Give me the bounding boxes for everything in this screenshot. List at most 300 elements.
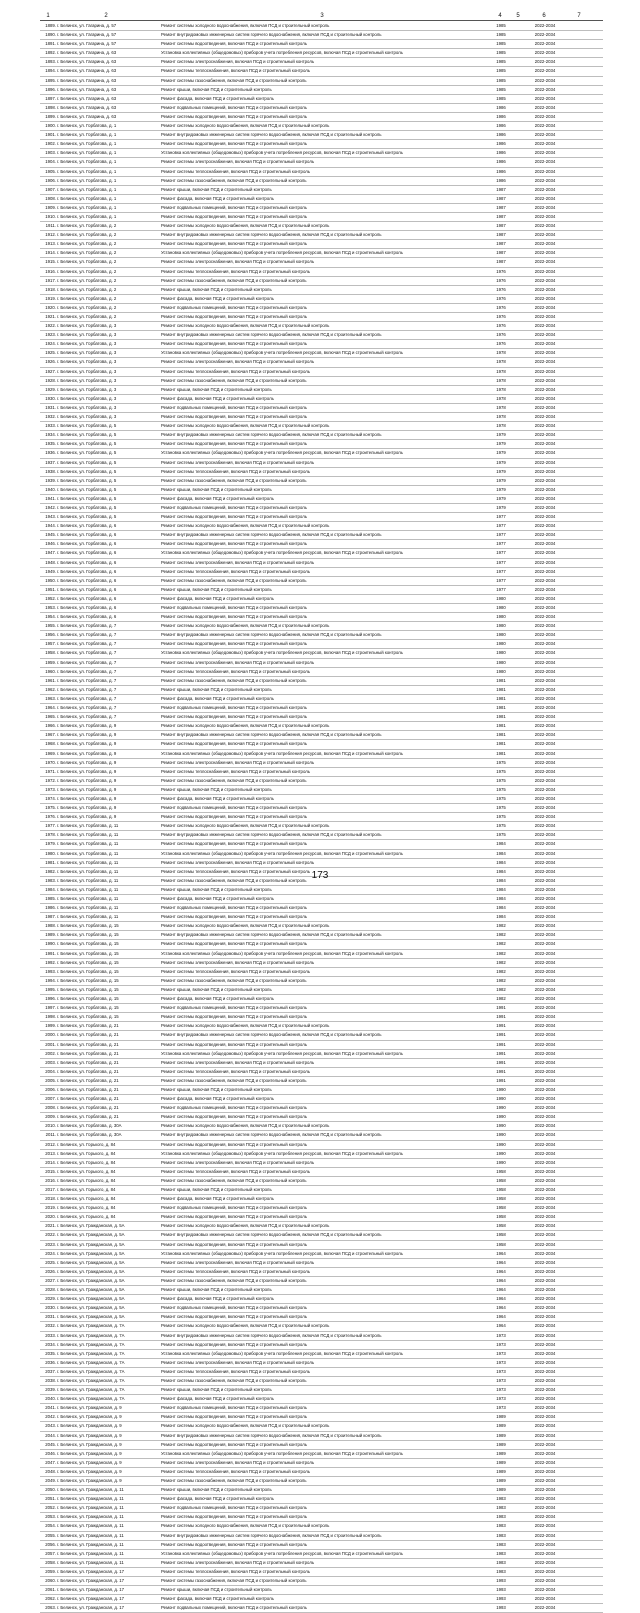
row-period: 2022-2034 — [534, 896, 556, 901]
row-col5 — [513, 1495, 525, 1503]
row-address: г. Белинск, ул. Горбатова, д. 7 — [57, 641, 117, 647]
row-work-type: Ремонт системы теплоснабжения, включая ПСД и строительный контроль — [161, 268, 310, 274]
row-address: г. Белинск, ул. Горбатова, д. 2 — [57, 304, 117, 310]
row-period: 2022-2034 — [534, 68, 556, 74]
row-work-type: Ремонт системы теплоснабжения, включая ПСД и строительный контроль — [161, 1068, 310, 1074]
row-address: г. Белинск, ул. Гражданская, д. 9 — [57, 1432, 122, 1438]
row-address: г. Белинск, ул. Горбатова, д. 6 — [57, 550, 117, 556]
row-period: 2022-2034 — [534, 1196, 556, 1202]
row-col7 — [565, 713, 595, 721]
row-address: г. Белинск, ул. Гражданская, д. 11 — [57, 1532, 124, 1538]
row-number: 2040. — [45, 1396, 56, 1402]
row-address: г. Белинск, ул. Горбатова, д. 5 — [57, 486, 117, 492]
row-col5 — [513, 1386, 525, 1394]
row-col5 — [513, 568, 525, 576]
table-row — [40, 1177, 603, 1186]
row-col7 — [565, 1495, 595, 1503]
table-row — [40, 1432, 603, 1441]
row-address: г. Белинск, ул. Горбатова, д. 9 — [57, 723, 117, 729]
row-address: г. Белинск, ул. Гражданская, д. 9 — [57, 1414, 122, 1420]
row-number: 1924. — [45, 341, 56, 347]
table-row — [40, 850, 603, 859]
row-col5 — [513, 977, 525, 985]
row-period: 2022-2034 — [534, 614, 556, 620]
row-col5 — [513, 577, 525, 585]
row-year: 1984 — [496, 886, 506, 892]
row-number: 2043. — [45, 1423, 56, 1429]
row-number: 1999. — [45, 1023, 56, 1029]
row-number: 1930. — [45, 395, 56, 401]
row-year: 1984 — [496, 877, 506, 883]
row-col7 — [565, 40, 595, 48]
row-address: г. Белинск, ул. Горбатова, д. 15 — [57, 1005, 119, 1011]
row-number: 2037. — [45, 1368, 56, 1374]
row-address: г. Белинск, ул. Горбатова, д. 3 — [57, 341, 117, 347]
row-col7 — [565, 1604, 595, 1612]
row-number: 1990. — [45, 941, 56, 947]
row-work-type: Установка коллективных (общедомовых) приборов учета потребления ресурсов, включая ПСД и строительный контроль — [161, 1250, 403, 1256]
table-row — [40, 67, 603, 76]
row-address: г. Белинск, ул. Горбатова, д. 15 — [57, 977, 119, 983]
table-row — [40, 186, 603, 195]
row-col7 — [565, 486, 595, 494]
table-row — [40, 1468, 603, 1477]
table-row — [40, 258, 603, 267]
row-period: 2022-2034 — [534, 686, 556, 692]
header-col-1: 1 — [46, 13, 50, 19]
row-col7 — [565, 231, 595, 239]
row-number: 1906. — [45, 177, 56, 183]
row-work-type: Ремонт системы холодного водоснабжения, включая ПСД и строительный контроль — [161, 223, 330, 229]
table-row — [40, 222, 603, 231]
row-year: 1985 — [496, 68, 506, 74]
row-year: 1976 — [496, 277, 506, 283]
row-work-type: Ремонт системы водоотведения, включая ПСД и строительный контроль — [161, 1041, 307, 1047]
row-work-type: Установка коллективных (общедомовых) приборов учета потребления ресурсов, включая ПСД и строительный контроль — [161, 1450, 403, 1456]
row-col7 — [565, 468, 595, 476]
row-number: 2062. — [45, 1596, 56, 1602]
table-row — [40, 486, 603, 495]
row-period: 2022-2034 — [534, 104, 556, 110]
row-period: 2022-2034 — [534, 1305, 556, 1311]
row-work-type: Ремонт внутридомовых инженерных систем горячего водоснабжения, включая ПСД и строительный контроль — [161, 532, 382, 538]
row-number: 1933. — [45, 423, 56, 429]
row-col5 — [513, 1195, 525, 1203]
row-year: 1990 — [496, 1096, 506, 1102]
row-address: г. Белинск, ул. Горбатова, д. 11 — [57, 859, 119, 865]
row-col7 — [565, 168, 595, 176]
table-row — [40, 513, 603, 522]
row-period: 2022-2034 — [534, 695, 556, 701]
row-year: 1984 — [496, 859, 506, 865]
row-address: г. Белинск, ул. Горбатова, д. 15 — [57, 986, 119, 992]
row-work-type: Ремонт внутридомовых инженерных систем горячего водоснабжения, включая ПСД и строительный контроль — [161, 1332, 382, 1338]
row-col7 — [565, 586, 595, 594]
row-work-type: Ремонт системы газоснабжения, включая ПСД и строительный контроль — [161, 977, 307, 983]
row-year: 1958 — [496, 1214, 506, 1220]
table-row — [40, 1131, 603, 1140]
row-col7 — [565, 1222, 595, 1230]
row-period: 2022-2034 — [534, 168, 556, 174]
row-work-type: Ремонт подвальных помещений, включая ПСД и строительный контроль — [161, 304, 307, 310]
row-work-type: Ремонт системы теплоснабжения, включая ПСД и строительный контроль — [161, 868, 310, 874]
table-row — [40, 340, 603, 349]
row-col7 — [565, 768, 595, 776]
row-number: 2016. — [45, 1177, 56, 1183]
row-work-type: Ремонт подвальных помещений, включая ПСД и строительный контроль — [161, 905, 307, 911]
row-number: 2029. — [45, 1296, 56, 1302]
row-year: 1958 — [496, 1168, 506, 1174]
row-period: 2022-2034 — [534, 996, 556, 1002]
row-period: 2022-2034 — [534, 1287, 556, 1293]
table-row — [40, 1159, 603, 1168]
row-col7 — [565, 613, 595, 621]
row-work-type: Ремонт системы электроснабжения, включая ПСД и строительный контроль — [161, 1059, 315, 1065]
row-address: г. Белинск, ул. Горбатова, д. 21 — [57, 1105, 119, 1111]
row-number: 1970. — [45, 759, 56, 765]
row-year: 1973 — [496, 1387, 506, 1393]
row-year: 1991 — [496, 1014, 506, 1020]
row-address: г. Белинск, ул. Горбатова, д. 1 — [57, 204, 117, 210]
row-year: 1990 — [496, 1086, 506, 1092]
row-col7 — [565, 813, 595, 821]
row-col7 — [565, 649, 595, 657]
row-number: 2034. — [45, 1341, 56, 1347]
row-period: 2022-2034 — [534, 159, 556, 165]
row-period: 2022-2034 — [534, 841, 556, 847]
row-col5 — [513, 277, 525, 285]
row-number: 1988. — [45, 923, 56, 929]
row-address: г. Белинск, ул. Гражданская, д. 7А — [57, 1368, 125, 1374]
row-col7 — [565, 240, 595, 248]
row-work-type: Ремонт системы электроснабжения, включая ПСД и строительный контроль — [161, 1259, 315, 1265]
row-col7 — [565, 895, 595, 903]
row-period: 2022-2034 — [534, 504, 556, 510]
row-year: 1981 — [496, 677, 506, 683]
row-col7 — [565, 659, 595, 667]
row-work-type: Ремонт системы холодного водоснабжения, включая ПСД и строительный контроль — [161, 623, 330, 629]
row-col5 — [513, 513, 525, 521]
row-col5 — [513, 668, 525, 676]
table-row — [40, 959, 603, 968]
row-work-type: Ремонт системы электроснабжения, включая ПСД и строительный контроль — [161, 859, 315, 865]
row-col7 — [565, 58, 595, 66]
row-year: 1981 — [496, 705, 506, 711]
row-col7 — [565, 1250, 595, 1258]
row-address: г. Белинск, ул. Гражданская, д. 9 — [57, 1468, 122, 1474]
table-row — [40, 95, 603, 104]
table-row — [40, 1013, 603, 1022]
table-row — [40, 1113, 603, 1122]
row-period: 2022-2034 — [534, 750, 556, 756]
row-address: г. Белинск, ул. Горбатова, д. 11 — [57, 914, 119, 920]
row-year: 1964 — [496, 1250, 506, 1256]
row-number: 2009. — [45, 1114, 56, 1120]
row-period: 2022-2034 — [534, 341, 556, 347]
table-row — [40, 1031, 603, 1040]
table-row — [40, 622, 603, 631]
row-col7 — [565, 149, 595, 157]
row-col7 — [565, 950, 595, 958]
row-col5 — [513, 540, 525, 548]
row-period: 2022-2034 — [534, 959, 556, 965]
row-address: г. Белинск, ул. Горбатова, д. 3 — [57, 350, 117, 356]
table-row — [40, 1041, 603, 1050]
row-work-type: Ремонт системы теплоснабжения, включая ПСД и строительный контроль — [161, 68, 310, 74]
row-address: г. Белинск, ул. Горбатова, д. 3 — [57, 404, 117, 410]
row-col7 — [565, 195, 595, 203]
row-col5 — [513, 1513, 525, 1521]
row-col5 — [513, 431, 525, 439]
row-number: 2007. — [45, 1096, 56, 1102]
row-address: г. Белинск, ул. Горбатова, д. 2 — [57, 286, 117, 292]
row-work-type: Ремонт системы водоотведения, включая ПСД и строительный контроль — [161, 1241, 307, 1247]
table-row — [40, 1095, 603, 1104]
row-col5 — [513, 1104, 525, 1112]
row-number: 1909. — [45, 204, 56, 210]
row-period: 2022-2034 — [534, 495, 556, 501]
row-number: 1971. — [45, 768, 56, 774]
row-number: 1948. — [45, 559, 56, 565]
table-row — [40, 813, 603, 822]
row-col7 — [565, 549, 595, 557]
row-col5 — [513, 1004, 525, 1012]
row-col5 — [513, 1568, 525, 1576]
table-row — [40, 1395, 603, 1404]
row-period: 2022-2034 — [534, 1059, 556, 1065]
row-work-type: Ремонт системы газоснабжения, включая ПСД и строительный контроль — [161, 377, 307, 383]
row-col7 — [565, 750, 595, 758]
row-year: 1980 — [496, 641, 506, 647]
row-col5 — [513, 1468, 525, 1476]
row-number: 1890. — [45, 32, 56, 38]
row-col5 — [513, 495, 525, 503]
row-address: г. Белинск, ул. Гражданская, д. 11 — [57, 1550, 124, 1556]
table-row — [40, 968, 603, 977]
row-period: 2022-2034 — [534, 859, 556, 865]
table-row — [40, 131, 603, 140]
row-number: 1942. — [45, 504, 56, 510]
row-col5 — [513, 1595, 525, 1603]
row-work-type: Ремонт системы теплоснабжения, включая ПСД и строительный контроль — [161, 1168, 310, 1174]
row-period: 2022-2034 — [534, 1432, 556, 1438]
row-period: 2022-2034 — [534, 1114, 556, 1120]
row-number: 1977. — [45, 823, 56, 829]
row-col7 — [565, 1459, 595, 1467]
row-address: г. Белинск, ул. Горбатова, д. 21 — [57, 1023, 119, 1029]
row-number: 2047. — [45, 1459, 56, 1465]
row-work-type: Установка коллективных (общедомовых) приборов учета потребления ресурсов, включая ПСД и строительный контроль — [161, 550, 403, 556]
table-row — [40, 595, 603, 604]
row-col7 — [565, 1077, 595, 1085]
row-address: г. Белинск, ул. Горбатова, д. 3 — [57, 395, 117, 401]
row-col5 — [513, 22, 525, 30]
table-row — [40, 431, 603, 440]
row-period: 2022-2034 — [534, 95, 556, 101]
row-number: 1927. — [45, 368, 56, 374]
row-work-type: Ремонт подвальных помещений, включая ПСД и строительный контроль — [161, 1305, 307, 1311]
row-period: 2022-2034 — [534, 668, 556, 674]
row-number: 2002. — [45, 1050, 56, 1056]
row-period: 2022-2034 — [534, 1368, 556, 1374]
row-col7 — [565, 795, 595, 803]
row-col7 — [565, 349, 595, 357]
row-work-type: Ремонт системы теплоснабжения, включая ПСД и строительный контроль — [161, 468, 310, 474]
table-row — [40, 704, 603, 713]
row-period: 2022-2034 — [534, 1205, 556, 1211]
row-year: 1978 — [496, 423, 506, 429]
row-col5 — [513, 40, 525, 48]
row-col7 — [565, 77, 595, 85]
row-address: г. Белинск, ул. Горького, д. 84 — [57, 1187, 116, 1192]
row-number: 1907. — [45, 186, 56, 192]
row-year: 1982 — [496, 941, 506, 947]
row-year: 1986 — [496, 177, 506, 183]
row-col5 — [513, 1077, 525, 1085]
row-number: 1979. — [45, 841, 56, 847]
row-year: 1973 — [496, 1332, 506, 1338]
row-col5 — [513, 1059, 525, 1067]
row-col5 — [513, 1213, 525, 1221]
row-period: 2022-2034 — [534, 777, 556, 783]
row-period: 2022-2034 — [534, 1086, 556, 1092]
row-col7 — [565, 258, 595, 266]
table-row — [40, 140, 603, 149]
row-number: 1891. — [45, 41, 56, 47]
row-number: 1998. — [45, 1014, 56, 1020]
row-number: 1936. — [45, 450, 56, 456]
row-year: 1986 — [496, 150, 506, 156]
row-col5 — [513, 486, 525, 494]
row-number: 1945. — [45, 532, 56, 538]
row-number: 1916. — [45, 268, 56, 274]
table-row — [40, 768, 603, 777]
row-work-type: Ремонт системы газоснабжения, включая ПСД и строительный контроль — [161, 1077, 307, 1083]
row-col5 — [513, 49, 525, 57]
table-row — [40, 1277, 603, 1286]
row-number: 1901. — [45, 132, 56, 138]
row-work-type: Ремонт системы водоотведения, включая ПСД и строительный контроль — [161, 1541, 307, 1547]
row-number: 2028. — [45, 1287, 56, 1293]
row-work-type: Установка коллективных (общедомовых) приборов учета потребления ресурсов, включая ПСД и строительный контроль — [161, 950, 403, 956]
row-year: 1989 — [496, 1414, 506, 1420]
table-row — [40, 477, 603, 486]
row-number: 2038. — [45, 1377, 56, 1383]
row-work-type: Ремонт фасада, включая ПСД и строительный контроль — [161, 1296, 274, 1302]
row-col5 — [513, 104, 525, 112]
row-col5 — [513, 1504, 525, 1512]
row-work-type: Ремонт фасада, включая ПСД и строительный контроль — [161, 95, 274, 101]
row-year: 1985 — [496, 41, 506, 47]
row-work-type: Установка коллективных (общедомовых) приборов учета потребления ресурсов, включая ПСД и строительный контроль — [161, 1050, 403, 1056]
row-period: 2022-2034 — [534, 1396, 556, 1402]
row-period: 2022-2034 — [534, 123, 556, 129]
row-address: г. Белинск, ул. Гражданская, д. 9 — [57, 1450, 122, 1456]
row-period: 2022-2034 — [534, 1296, 556, 1302]
row-work-type: Установка коллективных (общедомовых) приборов учета потребления ресурсов, включая ПСД и строительный контроль — [161, 650, 403, 656]
row-period: 2022-2034 — [534, 514, 556, 520]
row-period: 2022-2034 — [534, 886, 556, 892]
row-col5 — [513, 549, 525, 557]
row-col7 — [565, 140, 595, 148]
row-work-type: Ремонт системы электроснабжения, включая ПСД и строительный контроль — [161, 1559, 315, 1565]
row-address: г. Белинск, ул. Горбатова, д. 1 — [57, 159, 117, 165]
row-work-type: Установка коллективных (общедомовых) приборов учета потребления ресурсов, включая ПСД и строительный контроль — [161, 1550, 403, 1556]
row-year: 1979 — [496, 450, 506, 456]
row-number: 2020. — [45, 1214, 56, 1220]
row-number: 1946. — [45, 541, 56, 547]
row-address: г. Белинск, ул. Горбатова, д. 21 — [57, 1059, 119, 1065]
row-year: 1990 — [496, 1141, 506, 1147]
table-row — [40, 604, 603, 613]
row-address: г. Белинск, ул. Горбатова, д. 6 — [57, 568, 117, 574]
row-number: 2041. — [45, 1405, 56, 1411]
row-year: 1986 — [496, 123, 506, 129]
row-period: 2022-2034 — [534, 814, 556, 820]
row-address: г. Белинск, ул. Горбатова, д. 21 — [57, 1077, 119, 1083]
row-year: 1973 — [496, 1405, 506, 1411]
row-period: 2022-2034 — [534, 532, 556, 538]
row-col5 — [513, 1477, 525, 1485]
row-col5 — [513, 759, 525, 767]
row-work-type: Установка коллективных (общедомовых) приборов учета потребления ресурсов, включая ПСД и строительный контроль — [161, 450, 403, 456]
row-year: 1973 — [496, 1350, 506, 1356]
row-number: 2003. — [45, 1059, 56, 1065]
row-year: 1976 — [496, 304, 506, 310]
row-number: 1954. — [45, 614, 56, 620]
row-col5 — [513, 1141, 525, 1149]
table-row — [40, 31, 603, 40]
row-address: г. Белинск, ул. Горбатова, д. 11 — [57, 841, 119, 847]
row-work-type: Ремонт подвальных помещений, включая ПСД и строительный контроль — [161, 805, 307, 811]
table-row — [40, 1059, 603, 1068]
row-address: г. Белинск, ул. Гражданская, д. 17 — [57, 1568, 125, 1574]
row-col5 — [513, 304, 525, 312]
row-number: 1921. — [45, 314, 56, 319]
row-period: 2022-2034 — [534, 1605, 556, 1611]
row-number: 2061. — [45, 1587, 56, 1593]
row-period: 2022-2034 — [534, 186, 556, 192]
row-period: 2022-2034 — [534, 468, 556, 474]
row-year: 1989 — [496, 1441, 506, 1447]
row-year: 1964 — [496, 1268, 506, 1274]
row-number: 1964. — [45, 705, 56, 711]
row-work-type: Ремонт системы водоотведения, включая ПСД и строительный контроль — [161, 1441, 307, 1447]
table-row — [40, 822, 603, 831]
row-work-type: Ремонт системы газоснабжения, включая ПСД и строительный контроль — [161, 1478, 307, 1483]
row-col7 — [565, 1513, 595, 1521]
row-work-type: Ремонт системы электроснабжения, включая ПСД и строительный контроль — [161, 259, 315, 265]
row-work-type: Ремонт системы водоотведения, включая ПСД и строительный контроль — [161, 414, 307, 420]
row-year: 1991 — [496, 1041, 506, 1047]
row-number: 1919. — [45, 295, 56, 301]
row-number: 2021. — [45, 1223, 56, 1229]
row-work-type: Ремонт системы электроснабжения, включая ПСД и строительный контроль — [161, 759, 315, 765]
row-number: 2046. — [45, 1450, 56, 1456]
row-work-type: Ремонт системы теплоснабжения, включая ПСД и строительный контроль — [161, 368, 310, 374]
table-row — [40, 368, 603, 377]
row-work-type: Ремонт системы водоотведения, включая ПСД и строительный контроль — [161, 41, 307, 47]
row-period: 2022-2034 — [534, 868, 556, 874]
row-work-type: Ремонт системы газоснабжения, включая ПСД и строительный контроль — [161, 877, 307, 883]
row-period: 2022-2034 — [534, 1341, 556, 1347]
row-work-type: Ремонт фасада, включая ПСД и строительный контроль — [161, 795, 274, 801]
row-number: 1896. — [45, 86, 56, 92]
row-year: 1964 — [496, 1305, 506, 1311]
table-row — [40, 931, 603, 940]
row-period: 2022-2034 — [534, 1450, 556, 1456]
row-period: 2022-2034 — [534, 277, 556, 283]
